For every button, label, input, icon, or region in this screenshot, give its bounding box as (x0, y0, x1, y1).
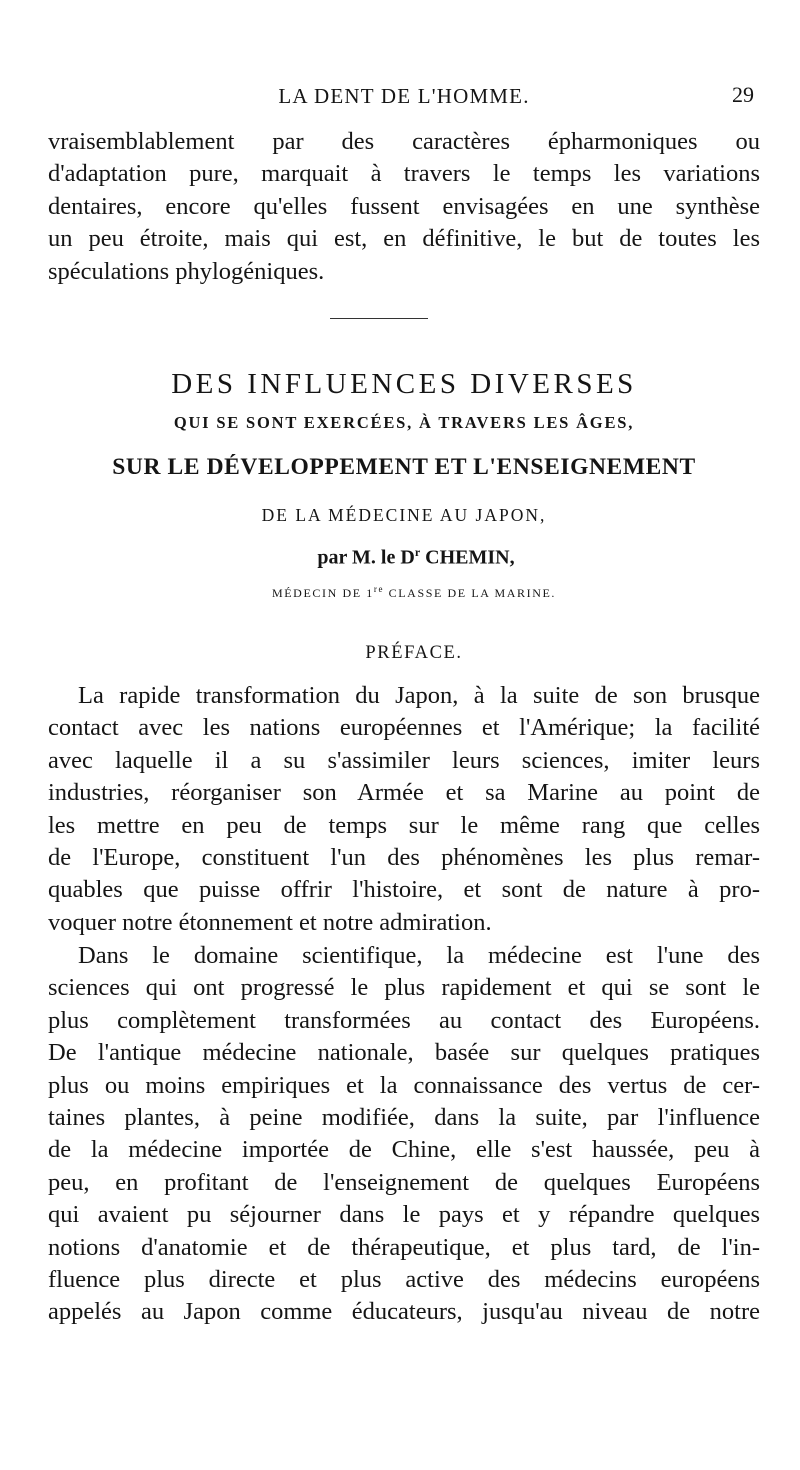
text-line: La rapide transformation du Japon, à la suite de son brusque (78, 682, 760, 709)
running-title: LA DENT DE L'HOMME. (278, 84, 530, 108)
text-line: les mettre en peu de temps sur le même rang que celles (48, 811, 760, 839)
role-superscript: re (373, 584, 385, 594)
preface-heading: PRÉFACE. (365, 643, 463, 663)
text-line: peu, en profitant de l'enseignement de quelques Européens (48, 1168, 760, 1196)
text-line: spéculations phylogéniques. (48, 257, 325, 285)
text-line: avec laquelle il a su s'assimiler leurs sciences, imiter leurs (48, 746, 760, 774)
preface-paragraph-2 (48, 940, 760, 1329)
text-line: dentaires, encore qu'elles fussent envisagées en une synthèse (48, 192, 760, 220)
text-line: quables que puisse offrir l'histoire, et sont de nature à pro- (48, 876, 760, 904)
author-prefix: par M. le D (317, 546, 415, 569)
text-line: plus complètement transformées au contact des Européens. (48, 1006, 760, 1034)
text-line: fluence plus directe et plus active des médecins européens (48, 1265, 760, 1293)
text-line: d'adaptation pure, marquait à travers le temps les variations (48, 160, 760, 188)
text-line: plus ou moins empiriques et la connaissance des vertus de cer- (48, 1071, 760, 1099)
role-prefix: MÉDECIN DE 1 (271, 586, 374, 600)
author-name: CHEMIN, (420, 546, 515, 569)
author-superscript: r (414, 545, 421, 559)
text-line: notions d'anatomie et de thérapeutique, et plus tard, de l'in- (48, 1233, 760, 1261)
text-line: taines plantes, à peine modifiée, dans la suite, par l'influence (48, 1103, 760, 1131)
text-line: De l'antique médecine nationale, basée sur quelques pratiques (48, 1039, 760, 1067)
article-subtitle-3: DE LA MÉDECINE AU JAPON, (261, 505, 547, 525)
intro-paragraph (48, 126, 760, 288)
page-number: 29 (732, 82, 754, 107)
text-line: vraisemblablement par des caractères épharmoniques ou (48, 128, 760, 155)
text-line: de l'Europe, constituent l'un des phénomènes les plus remar- (48, 843, 760, 871)
text-line: contact avec les nations européennes et l'Amérique; la facilité (48, 714, 760, 742)
text-line: Dans le domaine scientifique, la médecine est l'une des (78, 942, 760, 969)
author-line (60, 545, 772, 570)
text-line: qui avaient pu séjourner dans le pays et y répandre quelques (48, 1201, 760, 1229)
preface-paragraph-1 (48, 680, 760, 939)
text-line: appelés au Japon comme éducateurs, jusqu'au niveau de notre (48, 1298, 760, 1326)
section-divider (330, 318, 428, 319)
text-line: un peu étroite, mais qui est, en définitive, le but de toutes les (48, 225, 760, 253)
article-subtitle-1: QUI SE SONT EXERCÉES, À TRAVERS LES ÂGES, (173, 413, 635, 432)
author-role (58, 584, 770, 601)
article-title: DES INFLUENCES DIVERSES (171, 368, 637, 400)
text-line: industries, réorganiser son Armée et sa Marine au point de (48, 779, 760, 807)
article-subtitle-2: SUR LE DÉVELOPPEMENT ET L'ENSEIGNEMENT (112, 454, 696, 480)
text-line: de la médecine importée de Chine, elle s'est haussée, peu à (48, 1136, 760, 1164)
text-line: voquer notre étonnement et notre admiration. (48, 908, 492, 936)
text-line: sciences qui ont progressé le plus rapidement et qui se sont le (48, 974, 760, 1002)
running-header (48, 80, 760, 112)
role-suffix: CLASSE DE LA MARINE. (384, 586, 556, 600)
